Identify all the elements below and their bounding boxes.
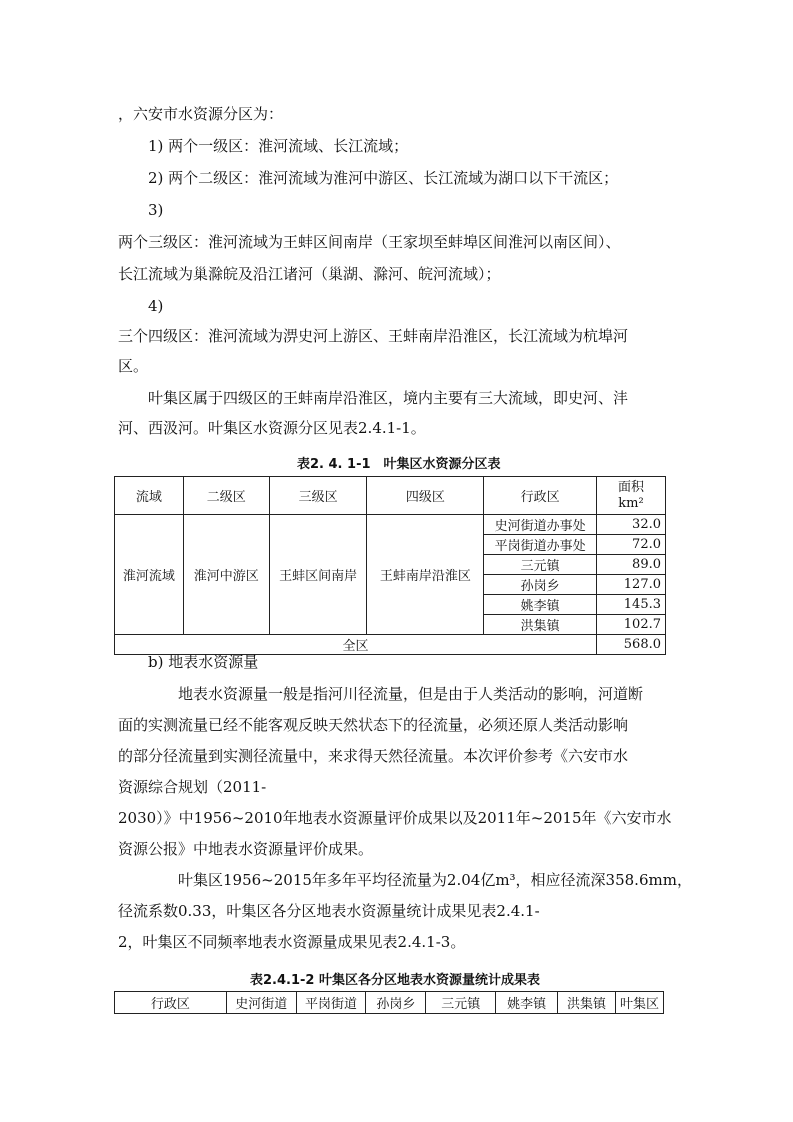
th-area-label: 面积 xyxy=(618,479,645,495)
list-item-level4-number: 4) xyxy=(148,297,164,315)
cell-level2: 淮河中游区 xyxy=(183,515,269,635)
th-level3: 三级区 xyxy=(269,477,367,515)
th-yeji: 叶集区 xyxy=(616,992,664,1014)
th-shihe: 史河街道 xyxy=(226,992,296,1014)
th-yaoli: 姚李镇 xyxy=(496,992,558,1014)
list-item-level4-text: 三个四级区：淮河流域为淠史河上游区、王蚌南岸沿淮区，长江流域为杭埠河 xyxy=(118,327,629,345)
th-admin: 行政区 xyxy=(484,477,597,515)
runoff-line3: 2，叶集区不同频率地表水资源量成果见表2.4.1-3。 xyxy=(118,933,466,951)
cell-level3: 王蚌区间南岸 xyxy=(269,515,367,635)
th-admin: 行政区 xyxy=(115,992,227,1014)
cell-area: 72.0 xyxy=(597,535,666,555)
th-area-unit: km² xyxy=(618,495,644,511)
cell-basin: 淮河流域 xyxy=(115,515,184,635)
list-item-level3-number: 3) xyxy=(148,201,164,219)
cell-area: 89.0 xyxy=(597,555,666,575)
cell-area: 127.0 xyxy=(597,575,666,595)
list-item-level1: 1) 两个一级区：淮河流域、长江流域； xyxy=(148,137,409,155)
yeji-paragraph-line1: 叶集区属于四级区的王蚌南岸沿淮区，境内主要有三大流域，即史河、沣 xyxy=(148,389,629,407)
table-row xyxy=(115,515,666,535)
cell-admin: 孙岗乡 xyxy=(484,575,597,595)
runoff-line2: 径流系数0.33，叶集区各分区地表水资源量统计成果见表2.4.1- xyxy=(118,902,540,920)
th-area xyxy=(597,477,666,515)
table-surface-water-stats xyxy=(114,991,664,1014)
yeji-paragraph-line2: 河、西汲河。叶集区水资源分区见表2.4.1-1。 xyxy=(118,419,426,437)
th-basin: 流域 xyxy=(115,477,184,515)
th-hongji: 洪集镇 xyxy=(558,992,616,1014)
cell-area: 102.7 xyxy=(597,615,666,635)
table1-caption: 表2. 4. 1-1 叶集区水资源分区表 xyxy=(297,457,501,472)
table2-caption: 表2.4.1-2 叶集区各分区地表水资源量统计成果表 xyxy=(250,973,540,988)
list-item-level3-text-cont: 长江流域为巢滁皖及沿江诸河（巢湖、滁河、皖河流域）； xyxy=(118,265,501,283)
cell-admin: 史河街道办事处 xyxy=(484,515,597,535)
table1-header-row xyxy=(115,477,666,515)
th-sungang: 孙岗乡 xyxy=(366,992,426,1014)
th-level4: 四级区 xyxy=(367,477,484,515)
surface-water-line1: 地表水资源量一般是指河川径流量，但是由于人类活动的影响，河道断 xyxy=(178,685,644,703)
intro-line: ，六安市水资源分区为： xyxy=(118,105,284,123)
cell-area: 145.3 xyxy=(597,595,666,615)
th-sanyuan: 三元镇 xyxy=(426,992,496,1014)
th-level2: 二级区 xyxy=(183,477,269,515)
list-item-level3-text: 两个三级区：淮河流域为王蚌区间南岸（王家坝至蚌埠区间淮河以南区间）、 xyxy=(118,233,621,251)
cell-admin: 姚李镇 xyxy=(484,595,597,615)
cell-total-area: 568.0 xyxy=(597,635,666,655)
cell-admin: 三元镇 xyxy=(484,555,597,575)
cell-area: 32.0 xyxy=(597,515,666,535)
surface-water-line5: 2030）》中1956~2010年地表水资源量评价成果以及2011年~2015年《六安市水 xyxy=(118,809,672,827)
section-b-heading: b) 地表水资源量 xyxy=(148,653,259,671)
th-pinggang: 平岗街道 xyxy=(296,992,366,1014)
table-water-resource-zones xyxy=(114,476,666,655)
cell-admin: 洪集镇 xyxy=(484,615,597,635)
surface-water-line6: 资源公报》中地表水资源量评价成果。 xyxy=(118,840,374,858)
table2-header-row xyxy=(115,992,664,1014)
surface-water-line4: 资源综合规划（2011- xyxy=(118,778,267,796)
surface-water-line3: 的部分径流量到实测径流量中，来求得天然径流量。本次评价参考《六安市水 xyxy=(118,747,629,765)
list-item-level2: 2) 两个二级区：淮河流域为淮河中游区、长江流域为湖口以下干流区； xyxy=(148,169,619,187)
surface-water-line2: 面的实测流量已经不能客观反映天然状态下的径流量，必须还原人类活动影响 xyxy=(118,716,629,734)
cell-admin: 平岗街道办事处 xyxy=(484,535,597,555)
runoff-line1: 叶集区1956~2015年多年平均径流量为2.04亿m³，相应径流深358.6mm， xyxy=(178,871,692,889)
cell-level4: 王蚌南岸沿淮区 xyxy=(367,515,484,635)
list-item-level4-text-cont: 区。 xyxy=(118,357,149,375)
cell-total-label: 全区 xyxy=(115,635,597,655)
